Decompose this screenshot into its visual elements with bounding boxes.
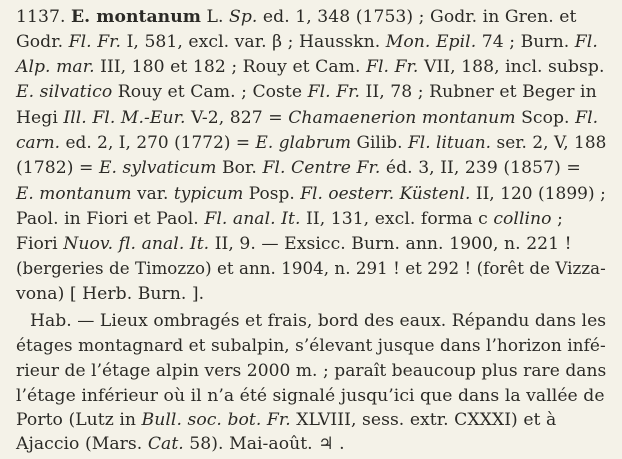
italic-citation: Bull. soc. bot. Fr. bbox=[141, 410, 291, 430]
text-run: ed. 2, I, 270 (1772) = bbox=[60, 133, 256, 153]
text-run: Fiori bbox=[16, 234, 64, 254]
text-run: III, 180 et 182 ; Rouy et Cam. bbox=[94, 57, 367, 77]
text-run: (1782) = bbox=[16, 158, 99, 178]
italic-citation: Fl. Fr. bbox=[307, 82, 361, 102]
text-run: Posp. bbox=[243, 184, 301, 204]
text-run: var. bbox=[131, 184, 174, 204]
italic-citation: Cat. bbox=[147, 434, 184, 454]
text-run: ser. 2, V, 188 bbox=[491, 133, 607, 153]
text-run: XLVIII, sess. extr. CXXXI) et à bbox=[290, 410, 557, 430]
italic-citation: Fl. bbox=[575, 108, 599, 128]
habitat-line bbox=[16, 388, 605, 405]
text-run: vona) [ Herb. Burn. ]. bbox=[16, 284, 205, 304]
habitat-line bbox=[16, 363, 606, 380]
habitat-line bbox=[16, 338, 606, 355]
habitat-line bbox=[16, 412, 556, 429]
text-run: étages montagnard et subalpin, s’élevant jusque dans l’horizon infé- bbox=[16, 336, 606, 356]
text-run: 58). Mai-août. ♃ . bbox=[183, 434, 345, 454]
italic-citation: Fl. bbox=[574, 32, 598, 52]
italic-citation: collino bbox=[493, 209, 552, 229]
text-run: Porto (Lutz in bbox=[16, 410, 142, 430]
text-run: Scop. bbox=[515, 108, 576, 128]
italic-citation: Fl. Centre Fr. bbox=[262, 158, 381, 178]
text-run: 74 ; Burn. bbox=[476, 32, 575, 52]
text-run: ; bbox=[551, 209, 563, 229]
italic-citation: Ill. Fl. M.-Eur. bbox=[63, 108, 186, 128]
text-run: Gilib. bbox=[351, 133, 408, 153]
italic-citation: Fl. lituan. bbox=[407, 133, 492, 153]
text-run: Bor. bbox=[216, 158, 263, 178]
text-run: II, 78 ; Rubner et Beger in bbox=[360, 82, 597, 102]
text-run: II, 131, excl. forma c bbox=[300, 209, 494, 229]
italic-citation: Alp. mar. bbox=[16, 57, 95, 77]
habitat-line bbox=[30, 313, 606, 330]
text-run: Ajaccio (Mars. bbox=[16, 434, 148, 454]
italic-citation: E. silvatico bbox=[16, 82, 113, 102]
italic-citation: Mon. Epil. bbox=[385, 32, 477, 52]
text-run: ed. 1, 348 (1753) ; Godr. in Gren. et bbox=[257, 7, 577, 27]
entry-number: 1137. bbox=[16, 7, 66, 27]
text-run: Godr. bbox=[16, 32, 69, 52]
text-run: II, 9. — Exsicc. Burn. ann. 1900, n. 221 ! bbox=[209, 234, 572, 254]
habitat-line bbox=[16, 436, 345, 453]
text-run: l’étage inférieur où il n’a été signalé jusqu’ici que dans la vallée de bbox=[16, 386, 605, 406]
italic-citation: typicum bbox=[173, 184, 244, 204]
text-run: Hab. — Lieux ombragés et frais, bord des eaux. Répandu dans les bbox=[30, 311, 607, 331]
italic-citation: Sp. bbox=[229, 7, 258, 27]
italic-citation: E. montanum bbox=[16, 184, 132, 204]
italic-citation: Nuov. fl. anal. It. bbox=[63, 234, 210, 254]
text-run: Rouy et Cam. ; Coste bbox=[112, 82, 308, 102]
italic-citation: Chamaenerion montanum bbox=[288, 108, 516, 128]
text-run: II, 120 (1899) ; bbox=[470, 184, 606, 204]
text-run: rieur de l’étage alpin vers 2000 m. ; paraît beaucoup plus rare dans bbox=[16, 361, 607, 381]
text-run: Hegi bbox=[16, 108, 64, 128]
italic-citation: Fl. Fr. bbox=[366, 57, 419, 77]
text-run: I, 581, excl. var. β ; Hausskn. bbox=[121, 32, 386, 52]
text-run: (bergeries de Timozzo) et ann. 1904, n. 291 ! et 292 ! (forêt de Vizza- bbox=[16, 259, 606, 279]
text-run: V-2, 827 = bbox=[185, 108, 289, 128]
text-run: éd. 3, II, 239 (1857) = bbox=[380, 158, 581, 178]
text-run: L. bbox=[206, 7, 230, 27]
italic-citation: Fl. Fr. bbox=[68, 32, 122, 52]
italic-citation: carn. bbox=[16, 133, 61, 153]
italic-citation: E. glabrum bbox=[255, 133, 352, 153]
species-name: E. montanum bbox=[70, 7, 202, 27]
text-run: Paol. in Fiori et Paol. bbox=[16, 209, 205, 229]
italic-citation: Fl. oesterr. Küstenl. bbox=[300, 184, 471, 204]
italic-citation: E. sylvaticum bbox=[98, 158, 217, 178]
text-run: VII, 188, incl. subsp. bbox=[418, 57, 605, 77]
italic-citation: Fl. anal. It. bbox=[204, 209, 301, 229]
